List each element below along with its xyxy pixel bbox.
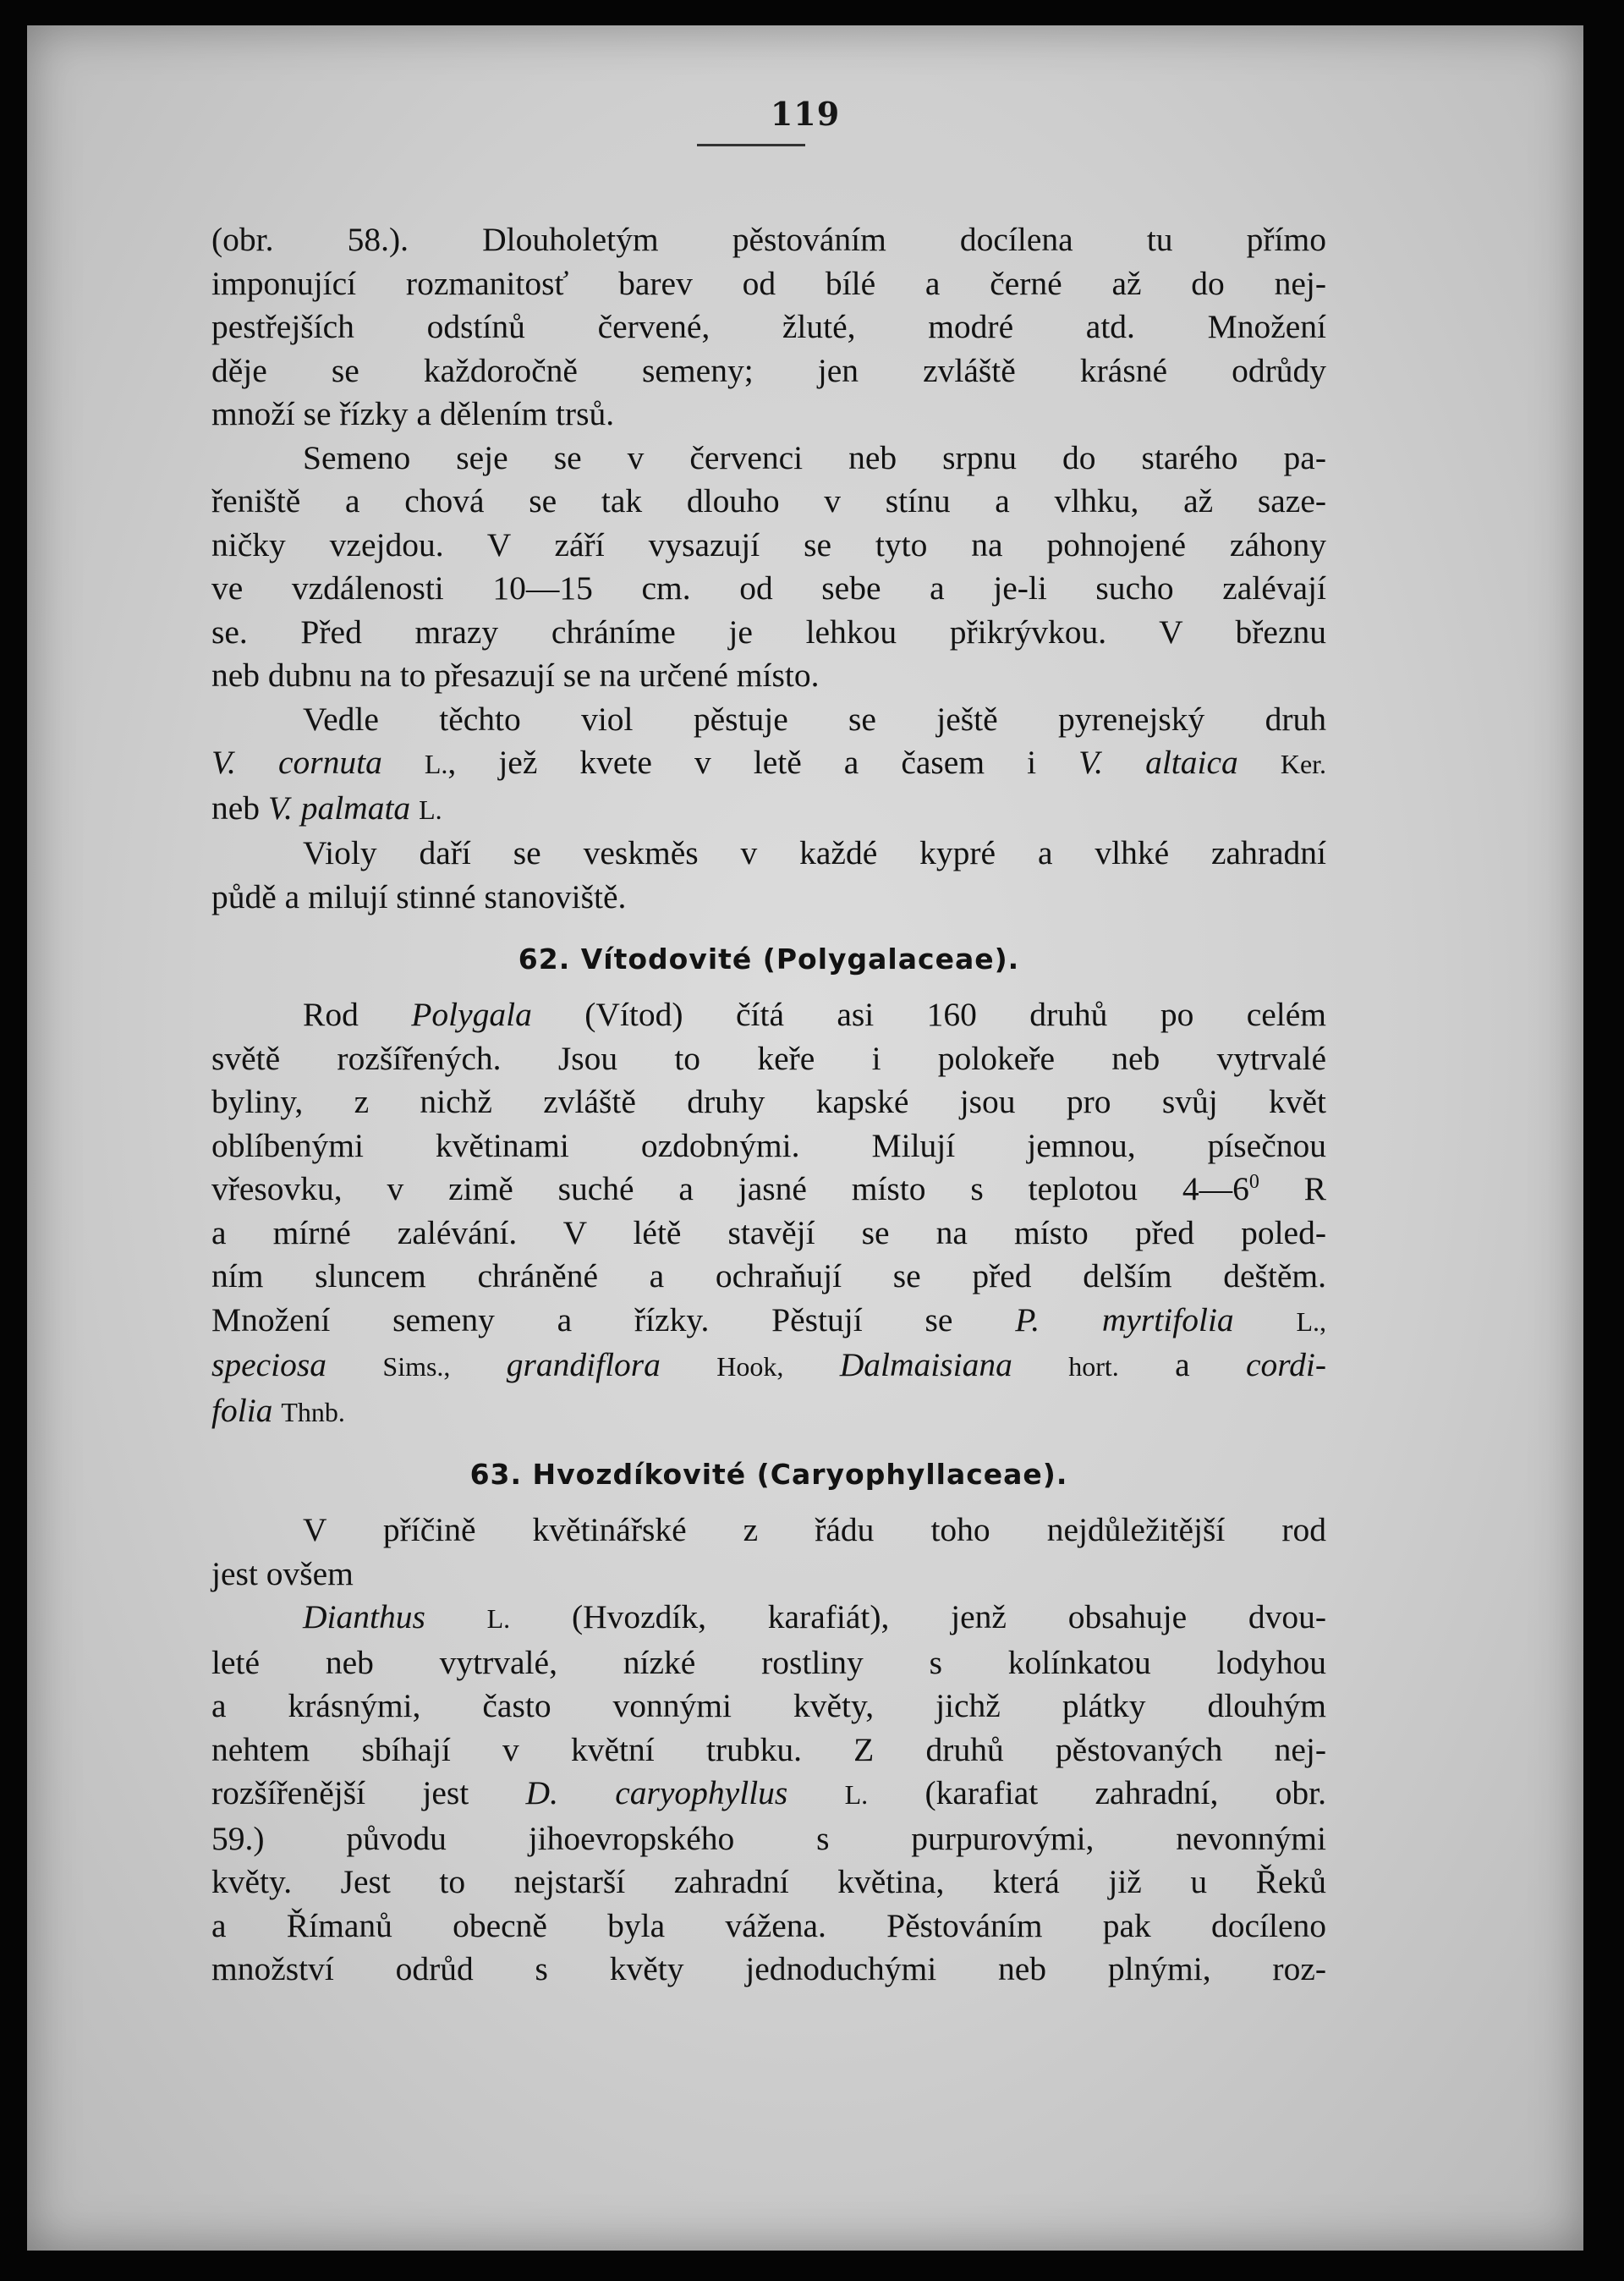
species-name: P. myrtifolia — [1015, 1300, 1234, 1338]
author-abbrev: Sims., — [382, 1351, 451, 1382]
text-line: V příčině květinářské z řádu toho nejdůležitější rod — [303, 1511, 1326, 1548]
text-line — [211, 1168, 1326, 1212]
text-run: , jež kvete v letě a časem i — [447, 744, 1037, 781]
text-line: světě rozšířených. Jsou to keře i polokeře neb vytrvalé — [211, 1039, 1326, 1077]
author-abbrev: Thnb. — [281, 1396, 345, 1427]
text-line: jest ovšem — [211, 1554, 354, 1592]
author-abbrev: hort. — [1068, 1351, 1119, 1382]
author-abbrev: L., — [1296, 1305, 1327, 1337]
text-line: Vedle těchto viol pěstuje se ještě pyrenejský druh — [303, 700, 1326, 738]
paragraph — [211, 437, 1326, 698]
page-number-rule — [697, 144, 805, 146]
species-name: V. altaica — [1078, 744, 1238, 781]
text-line: množí se řízky a dělením trsů. — [211, 395, 615, 432]
text-line: Violy daří se veskměs v každé kypré a vlhké zahradní — [303, 834, 1326, 871]
text-run: vřesovku, v zimě suché a jasné místo s teplotou 4—6 — [211, 1170, 1249, 1207]
text-line: byliny, z nichž zvláště druhy kapské jsou pro svůj květ — [211, 1083, 1326, 1120]
section-heading: 63. Hvozdíkovité (Caryophyllaceae). — [469, 1458, 1068, 1491]
section-heading: 62. Vítodovité (Polygalaceae). — [518, 943, 1020, 976]
author-abbrev: L. — [424, 749, 448, 779]
text-line: (obr. 58.). Dlouholetým pěstováním docílena tu přímo — [211, 221, 1326, 258]
text-line: děje se každoročně semeny; jen zvláště krásné odrůdy — [211, 351, 1326, 389]
paragraph — [211, 832, 1326, 919]
species-name: grandiflora — [506, 1346, 661, 1383]
species-name: D. caryophyllus — [525, 1774, 788, 1811]
text-line: květy. Jest to nejstarší zahradní květina, která již u Řeků — [211, 1863, 1326, 1900]
species-name: speciosa — [211, 1346, 327, 1383]
author-abbrev: Ker. — [1280, 749, 1327, 779]
text-run: R — [1303, 1170, 1327, 1207]
species-name: Dalmaisiana — [839, 1346, 1012, 1383]
text-run: a — [1175, 1346, 1190, 1383]
author-abbrev: L. — [419, 794, 442, 825]
text-line — [211, 1344, 1326, 1389]
text-run: neb — [211, 789, 261, 827]
text-line: neb dubnu na to přesazují se na určené místo. — [211, 657, 820, 694]
species-name: V. palmata — [267, 789, 411, 827]
author-abbrev: Hook, — [716, 1351, 784, 1382]
text-line: oblíbenými květinami ozdobnými. Milují jemnou, písečnou — [211, 1126, 1326, 1164]
text-run: Množení semeny a řízky. Pěstují se — [211, 1300, 953, 1338]
paragraph — [211, 698, 1326, 833]
text-line — [211, 993, 1326, 1037]
text-line: a krásnými, často vonnými květy, jichž plátky dlouhým — [211, 1687, 1326, 1724]
species-name: V. cornuta — [211, 744, 382, 781]
text-line — [211, 741, 1326, 787]
text-line: ničky vzejdou. V září vysazují se tyto na pohnojené záhony — [211, 525, 1326, 563]
text-run: (Hvozdík, karafiát), jenž obsahuje dvou- — [571, 1598, 1327, 1635]
text-line: řeniště a chová se tak dlouho v stínu a vlhku, až saze- — [211, 482, 1326, 519]
text-line — [211, 1389, 1326, 1435]
text-line — [211, 1596, 1326, 1641]
text-line: leté neb vytrvalé, nízké rostliny s kolínkatou lodyhou — [211, 1643, 1326, 1681]
text-line: se. Před mrazy chráníme je lehkou přikrývkou. V březnu — [211, 613, 1326, 651]
author-abbrev: L. — [844, 1779, 869, 1810]
body-text — [211, 218, 1326, 1992]
genus-name: Polygala — [411, 996, 532, 1033]
text-line: 59.) původu jihoevropského s purpurovými, nevonnými — [211, 1819, 1326, 1857]
text-run: (karafiat zahradní, obr. — [924, 1774, 1327, 1811]
text-run: rozšířenější jest — [211, 1774, 469, 1811]
text-line: Semeno seje se v červenci neb srpnu do starého pa- — [303, 438, 1326, 476]
text-line — [211, 787, 1326, 833]
degree-mark: 0 — [1248, 1170, 1259, 1193]
text-run: (Vítod) čítá asi 160 druhů po celém — [584, 996, 1327, 1033]
text-run: Rod — [303, 996, 359, 1033]
text-line: nehtem sbíhají v květní trubku. Z druhů pěstovaných nej- — [211, 1730, 1326, 1768]
text-line: a mírné zalévání. V létě stavějí se na místo před poled- — [211, 1213, 1326, 1251]
book-page — [27, 25, 1583, 2251]
paragraph — [211, 993, 1326, 1434]
text-line: ním sluncem chráněné a ochraňují se před delším deštěm. — [211, 1257, 1326, 1294]
text-line: množství odrůd s květy jednoduchými neb plnými, roz- — [211, 1950, 1326, 1987]
genus-name: Dianthus — [303, 1598, 425, 1635]
text-line: půdě a milují stinné stanoviště. — [211, 877, 627, 915]
text-line: imponující rozmanitosť barev od bílé a černé až do nej- — [211, 264, 1326, 302]
paragraph — [211, 1509, 1326, 1596]
text-line — [211, 1772, 1326, 1817]
species-name: folia — [211, 1391, 273, 1429]
text-line: pestřejších odstínů červené, žluté, modré atd. Množení — [211, 308, 1326, 345]
paragraph — [211, 1596, 1326, 1992]
paragraph — [211, 218, 1326, 437]
text-line — [211, 1299, 1326, 1344]
text-line: a Římanů obecně byla vážena. Pěstováním pak docíleno — [211, 1906, 1326, 1944]
species-name: cordi- — [1245, 1346, 1327, 1383]
text-line: ve vzdálenosti 10—15 cm. od sebe a je-li sucho zalévají — [211, 569, 1326, 607]
author-abbrev: L. — [486, 1603, 511, 1634]
page-number: 119 — [770, 95, 841, 133]
